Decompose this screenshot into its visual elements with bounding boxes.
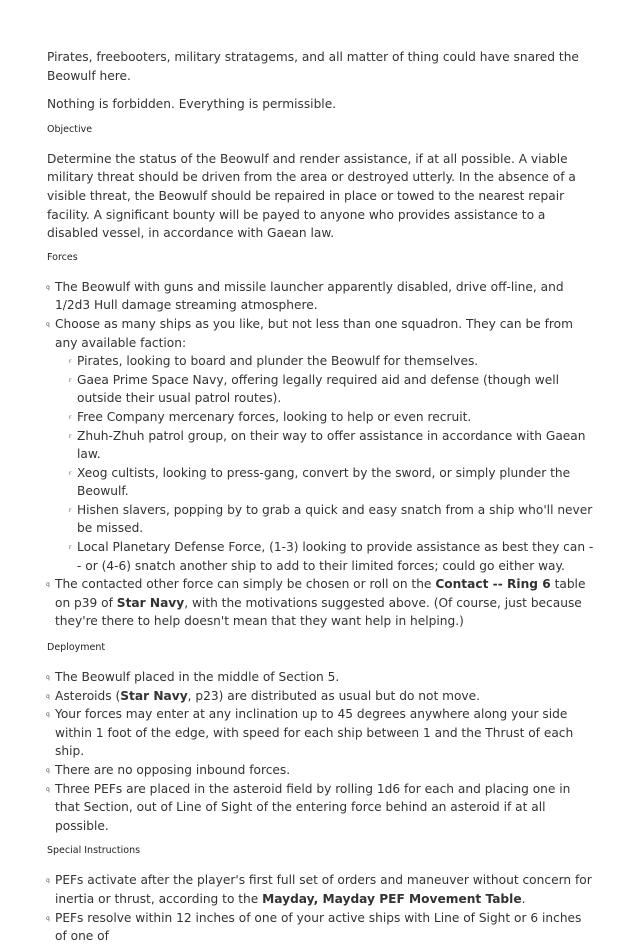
document-page	[47, 48, 595, 946]
faction-text: Xeog cultists, looking to press-gang, convert by the sword, or simply plunder the Beowulf.	[77, 465, 571, 499]
pef-text-pre: PEFs activate after the player's first full set of orders and maneuver without concern for inertia or thrust, according to the	[55, 873, 592, 906]
list-item	[47, 315, 595, 575]
sub-bullet-marker: r	[69, 469, 72, 477]
bullet-marker: q	[46, 914, 50, 922]
special-instructions-list	[47, 871, 595, 945]
sub-bullet-marker: r	[69, 376, 72, 384]
faction-item	[69, 538, 595, 575]
sub-bullet-marker: r	[69, 358, 72, 366]
bullet-marker: q	[46, 692, 50, 700]
asteroids-text-post: , p23) are distributed as usual but do not move.	[187, 688, 481, 703]
pef-movement-table-reference: Mayday, Mayday PEF Movement Table	[262, 891, 522, 906]
bullet-marker: q	[46, 711, 50, 719]
list-item	[47, 687, 595, 706]
objective-heading: Objective	[47, 123, 93, 135]
faction-item	[69, 408, 595, 427]
faction-text: Pirates, looking to board and plunder the Beowulf for themselves.	[77, 354, 479, 369]
bullet-marker: q	[46, 320, 50, 328]
list-item	[47, 668, 595, 687]
list-item	[47, 575, 595, 631]
sub-bullet-marker: r	[69, 506, 72, 514]
forces-list	[47, 278, 595, 631]
bullet-marker: q	[46, 581, 50, 589]
list-item-text: The Beowulf with guns and missile launcher apparently disabled, drive off-line, and 1/2d3 Hull damage streaming atmosphere.	[55, 279, 564, 313]
list-item	[47, 761, 595, 780]
contact-text-pre: The contacted other force can simply be chosen or roll on the	[55, 577, 436, 592]
list-item	[47, 780, 595, 836]
faction-text: Gaea Prime Space Navy, offering legally required aid and defense (though well outside their usual patrol routes).	[77, 372, 560, 406]
list-item-text: Your forces may enter at any inclination up to 45 degrees anywhere along your side within 1 foot of the edge, with speed for each ship between 1 and the Thrust of each ship.	[55, 707, 574, 759]
faction-item	[69, 464, 595, 501]
list-item-text: Choose as many ships as you like, but not less than one squadron. They can be from any available faction:	[55, 316, 573, 350]
star-navy-reference: Star Navy	[116, 595, 185, 610]
faction-item	[69, 352, 595, 371]
list-item	[47, 909, 595, 946]
intro-paragraph-1: Pirates, freebooters, military stratagems, and all matter of thing could have snared the Beowulf here.	[47, 50, 579, 83]
list-item-text: Three PEFs are placed in the asteroid field by rolling 1d6 for each and placing one in that Section, out of Line of Sight of the entering force behind an asteroid if at all possible.	[55, 781, 571, 833]
faction-item	[69, 427, 595, 464]
special-instructions-heading: Special Instructions	[47, 845, 141, 857]
objective-text: Determine the status of the Beowulf and render assistance, if at all possible. A viable military threat should be driven from the area or destroyed utterly. In the absence of a visible threat, the Beowulf should be repaired in place or towed to the nearest repair facility. A significant bounty will be payed to anyone who provides assistance to a disabled vessel, in accordance with Gaean law.	[47, 151, 576, 241]
bullet-marker: q	[46, 877, 50, 885]
faction-item	[69, 501, 595, 538]
contact-text-mid: table on p39 of	[55, 577, 586, 610]
intro-paragraph-2: Nothing is forbidden. Everything is permissible.	[47, 97, 337, 112]
list-item	[47, 705, 595, 761]
bullet-marker: q	[46, 674, 50, 682]
faction-list	[55, 352, 595, 575]
list-item	[47, 278, 595, 315]
faction-text: Local Planetary Defense Force, (1-3) looking to provide assistance as best they can -- or (4-6) snatch another ship to add to their limited forces; could go either way.	[77, 540, 594, 573]
asteroids-text-pre: Asteroids (	[55, 688, 121, 703]
contact-text-post: , with the motivations suggested above. (Of course, just because they're there to help doesn't mean that they want help in helping.)	[55, 595, 582, 629]
bullet-marker: q	[46, 785, 50, 793]
list-item-text: PEFs resolve within 12 inches of one of your active ships with Line of Sight or 6 inches of one of	[55, 910, 582, 944]
faction-text: Zhuh-Zhuh patrol group, on their way to offer assistance in accordance with Gaean law.	[77, 428, 586, 462]
faction-item	[69, 371, 595, 408]
list-item-text: The Beowulf placed in the middle of Section 5.	[55, 670, 340, 685]
sub-bullet-marker: r	[69, 432, 72, 440]
list-item-text: There are no opposing inbound forces.	[55, 763, 291, 777]
contact-table-reference: Contact -- Ring 6	[435, 577, 551, 592]
faction-text: Hishen slavers, popping by to grab a quick and easy snatch from a ship who'll never be missed.	[77, 502, 593, 536]
faction-text: Free Company mercenary forces, looking to help or even recruit.	[77, 409, 472, 424]
bullet-marker: q	[46, 283, 50, 291]
forces-heading: Forces	[47, 251, 78, 263]
deployment-list	[47, 668, 595, 835]
pef-text-post: .	[521, 891, 526, 906]
sub-bullet-marker: r	[69, 413, 72, 421]
bullet-marker: q	[46, 767, 50, 774]
sub-bullet-marker: r	[69, 544, 72, 552]
deployment-heading: Deployment	[47, 642, 106, 654]
star-navy-reference: Star Navy	[120, 688, 188, 703]
